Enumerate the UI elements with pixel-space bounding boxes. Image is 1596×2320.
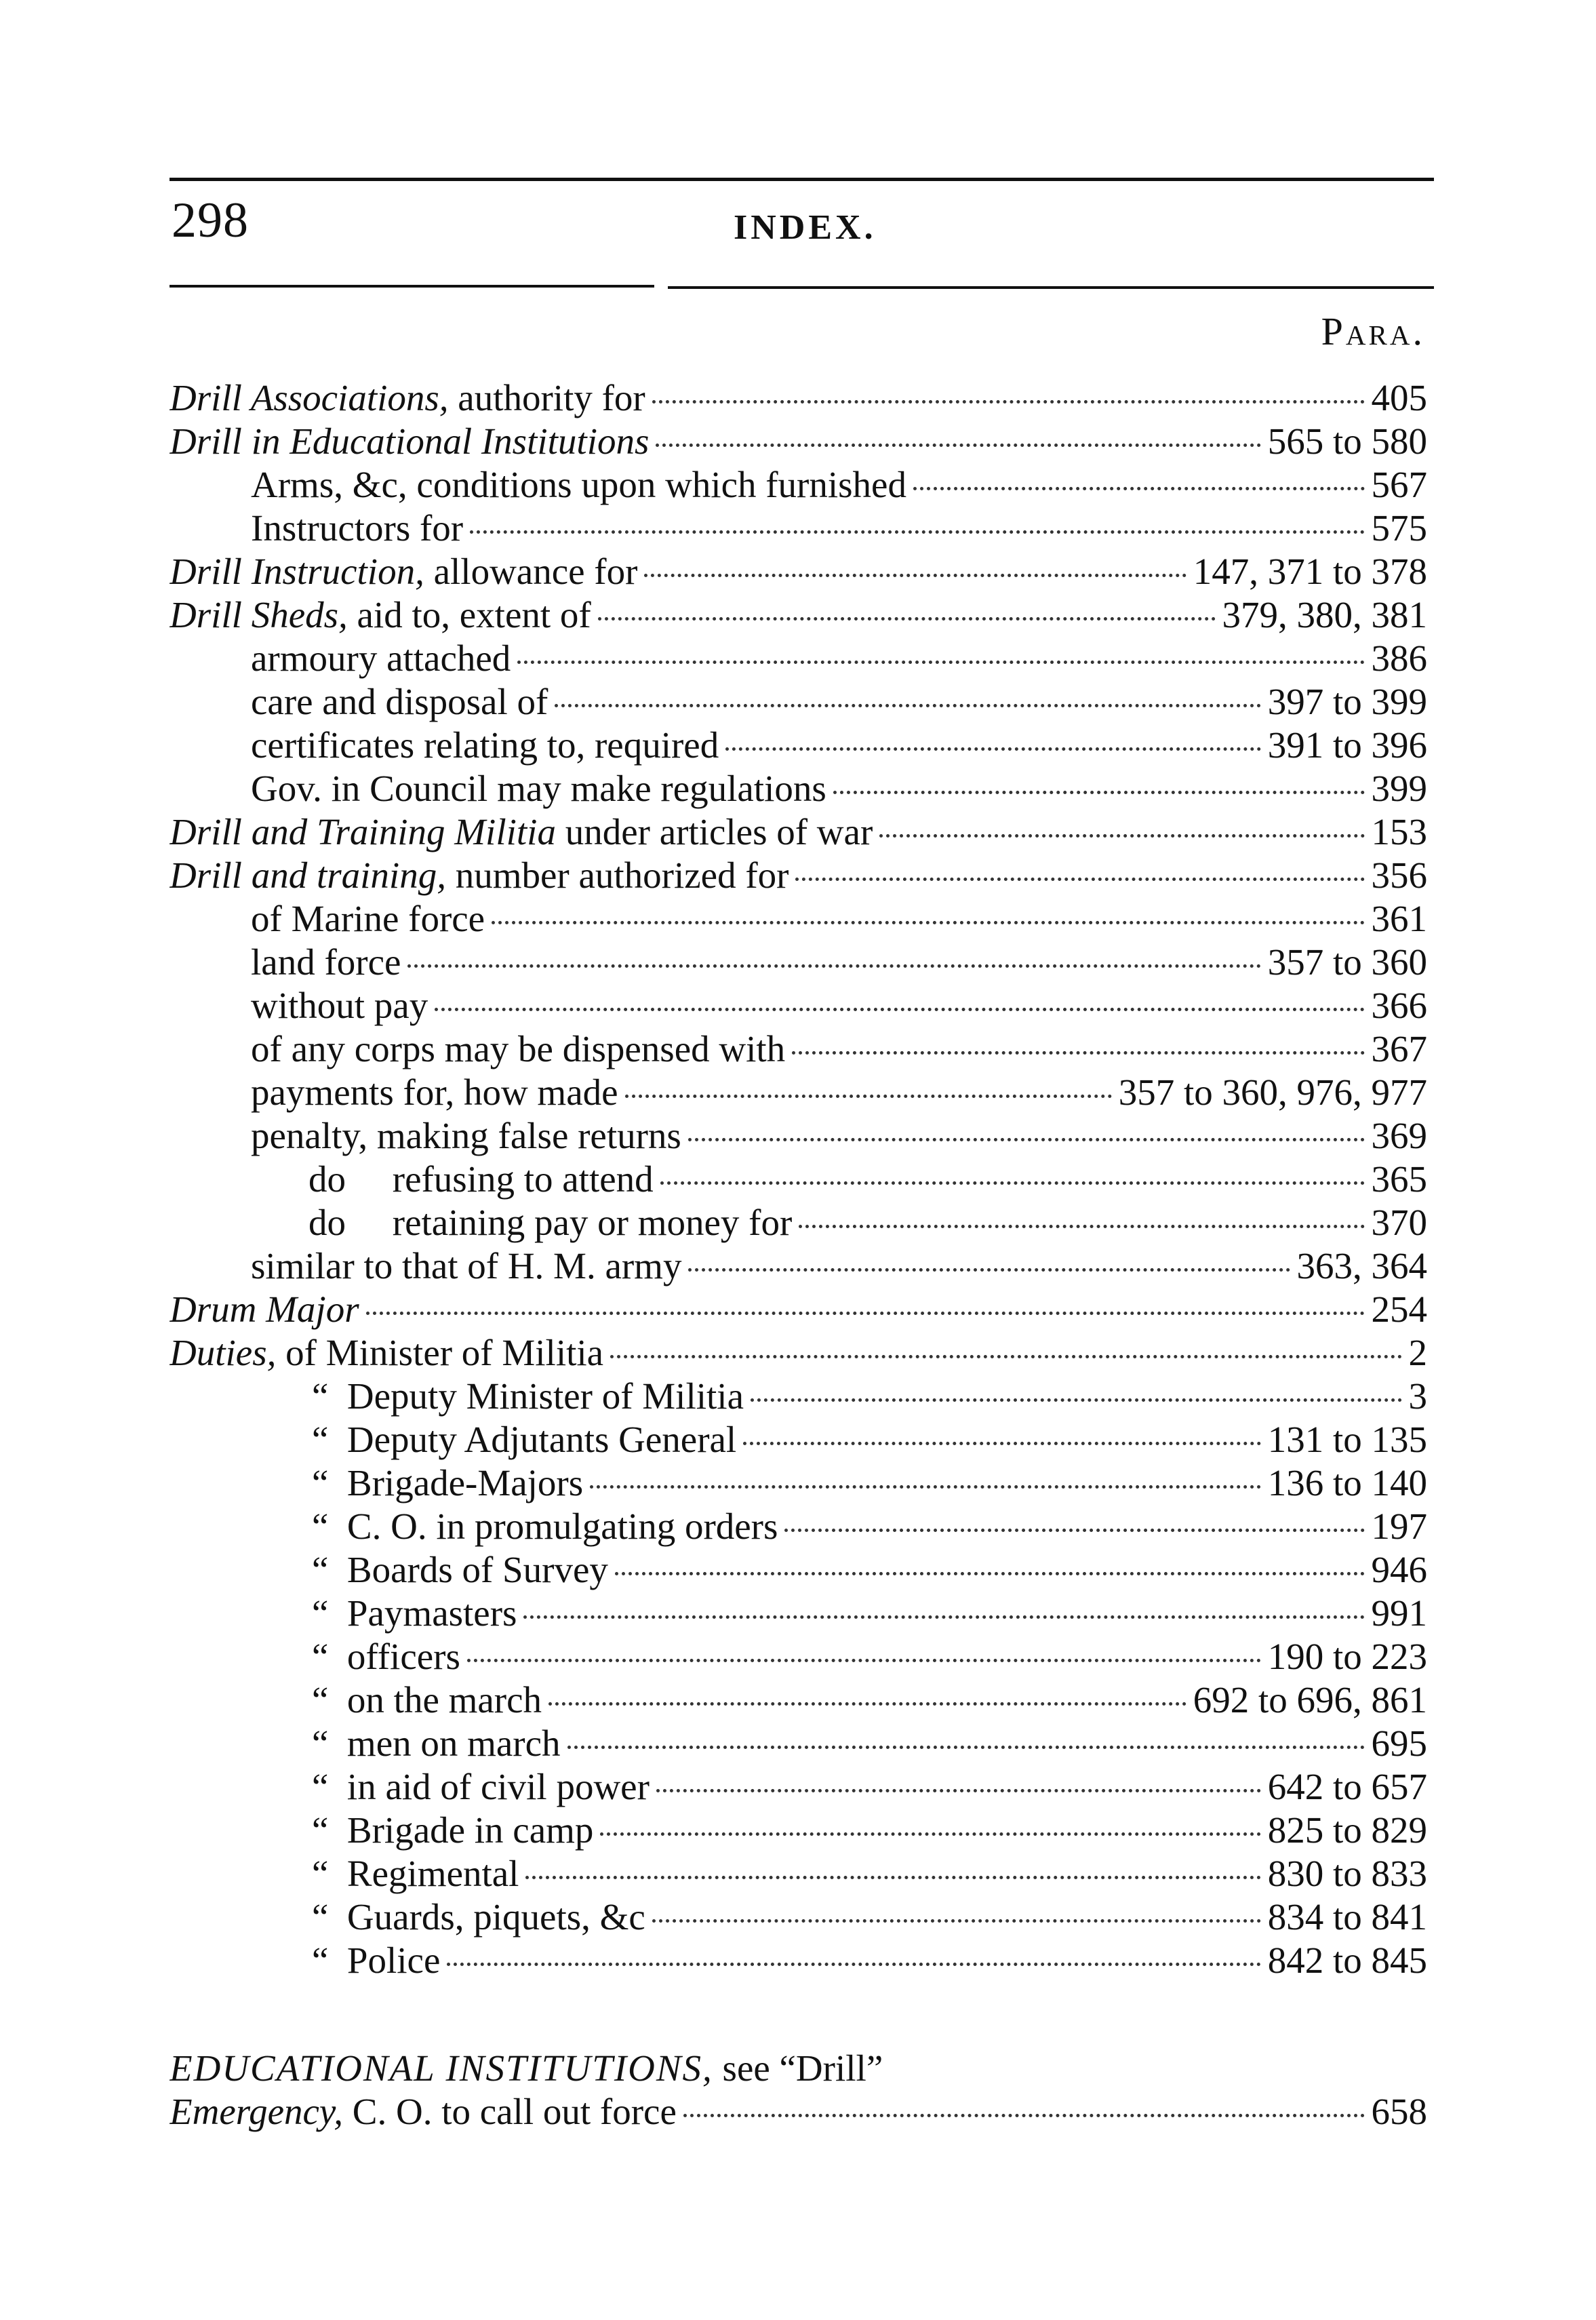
entry-ref: 379, 380, 381 xyxy=(1222,594,1427,635)
entry-ref: 575 xyxy=(1371,507,1427,549)
entry-ref: 567 xyxy=(1371,464,1427,505)
index-subentry xyxy=(169,680,1427,724)
entry-heading: Duties, xyxy=(169,1332,277,1373)
entry-ref: 405 xyxy=(1371,377,1427,418)
index-entry xyxy=(169,810,1427,854)
page-number: 298 xyxy=(172,193,249,248)
index-subentry-ditto xyxy=(169,1852,1427,1895)
index-subentry-ditto xyxy=(169,1809,1427,1852)
dot-leader xyxy=(725,747,1261,751)
index-subentry xyxy=(169,1071,1427,1114)
section-gap xyxy=(169,1982,1427,2047)
entry-text: see “Drill” xyxy=(713,2047,883,2089)
paragraph-column-label: Para. xyxy=(1321,309,1425,353)
dot-leader xyxy=(688,1138,1365,1141)
entry-text: “ Guards, piquets, &c xyxy=(312,1896,645,1938)
entry-ref: 399 xyxy=(1371,768,1427,809)
entry-ref: 386 xyxy=(1371,637,1427,679)
entry-heading: Emergency, xyxy=(169,2091,344,2132)
dot-leader xyxy=(799,1225,1364,1228)
index-subentry-ditto xyxy=(169,1418,1427,1461)
entry-text: land force xyxy=(251,941,401,983)
dot-leader xyxy=(683,2114,1365,2117)
entry-text: Gov. in Council may make regulations xyxy=(251,768,826,809)
entry-heading: EDUCATIONAL INSTITUTIONS, xyxy=(169,2047,713,2089)
dot-leader xyxy=(656,444,1260,447)
dot-leader xyxy=(652,400,1365,404)
dot-leader xyxy=(610,1355,1401,1358)
entry-text: similar to that of H. M. army xyxy=(251,1245,682,1286)
dot-leader xyxy=(644,574,1186,577)
dot-leader xyxy=(615,1572,1365,1575)
dot-leader xyxy=(833,791,1365,794)
entry-ref: 357 to 360, 976, 977 xyxy=(1118,1071,1427,1113)
index-subentry-ditto xyxy=(169,1939,1427,1982)
entry-ref: 825 to 829 xyxy=(1267,1809,1427,1851)
entry-ref: 254 xyxy=(1371,1289,1427,1330)
entry-ref: 147, 371 to 378 xyxy=(1193,551,1427,592)
entry-ref: 363, 364 xyxy=(1296,1245,1427,1286)
dot-leader xyxy=(470,530,1364,534)
entry-text: “ Boards of Survey xyxy=(312,1549,608,1590)
index-subentry-ditto xyxy=(169,1461,1427,1505)
dot-leader xyxy=(913,487,1365,490)
entry-text: “ Deputy Adjutants General xyxy=(312,1419,737,1460)
index-entry xyxy=(169,550,1427,593)
entry-ref: 356 xyxy=(1371,854,1427,896)
entry-text: “ in aid of civil power xyxy=(312,1766,650,1807)
entry-text: allowance for xyxy=(424,551,638,592)
entry-text: do retaining pay or money for xyxy=(308,1202,793,1243)
index-subentry xyxy=(169,724,1427,767)
dot-leader xyxy=(523,1615,1364,1619)
dot-leader xyxy=(784,1529,1364,1532)
entry-text: care and disposal of xyxy=(251,681,548,722)
index-subentry xyxy=(169,463,1427,507)
entry-ref: 136 to 140 xyxy=(1267,1462,1427,1503)
entry-ref: 3 xyxy=(1408,1375,1427,1417)
entry-text: under articles of war xyxy=(555,811,873,852)
entry-ref: 131 to 135 xyxy=(1267,1419,1427,1460)
entry-heading: Drill in Educational Institutions xyxy=(169,420,650,462)
entry-ref: 397 to 399 xyxy=(1267,681,1427,722)
index-entry xyxy=(169,2090,1427,2134)
entry-text: armoury attached xyxy=(251,637,511,679)
index-entry xyxy=(169,420,1427,463)
entry-text: penalty, making false returns xyxy=(251,1115,681,1156)
index-subentry xyxy=(169,1027,1427,1071)
dot-leader xyxy=(625,1095,1112,1098)
entry-text: “ officers xyxy=(312,1636,460,1677)
dot-leader xyxy=(656,1789,1261,1792)
entry-ref: 366 xyxy=(1371,985,1427,1026)
entry-ref: 391 to 396 xyxy=(1267,724,1427,766)
index-entry xyxy=(169,1331,1427,1375)
dot-leader xyxy=(600,1832,1260,1836)
header-top-rule xyxy=(169,178,1434,181)
index-subentry-ditto xyxy=(169,1635,1427,1678)
index-entries xyxy=(169,376,1427,2134)
page-title: INDEX. xyxy=(734,208,877,247)
entry-ref: 565 to 580 xyxy=(1267,420,1427,462)
dot-leader xyxy=(525,1876,1260,1879)
index-subentry xyxy=(169,637,1427,680)
entry-ref: 692 to 696, 861 xyxy=(1193,1679,1427,1721)
index-entry xyxy=(169,854,1427,897)
dot-leader xyxy=(567,1746,1365,1749)
index-entry xyxy=(169,376,1427,420)
entry-text: number authorized for xyxy=(445,854,789,896)
entry-ref: 642 to 657 xyxy=(1267,1766,1427,1807)
entry-ref: 370 xyxy=(1371,1202,1427,1243)
entry-text: payments for, how made xyxy=(251,1071,618,1113)
entry-text: Instructors for xyxy=(251,507,464,549)
entry-ref: 197 xyxy=(1371,1506,1427,1547)
index-subentry-ditto xyxy=(169,1201,1427,1244)
index-subentry xyxy=(169,984,1427,1027)
entry-text: without pay xyxy=(251,985,428,1026)
entry-ref: 658 xyxy=(1371,2091,1427,2132)
dot-leader xyxy=(751,1398,1402,1402)
dot-leader xyxy=(517,661,1364,664)
dot-leader xyxy=(435,1008,1364,1011)
entry-text: “ Brigade in camp xyxy=(312,1809,594,1851)
dot-leader xyxy=(792,1051,1364,1055)
index-subentry xyxy=(169,897,1427,941)
dot-leader xyxy=(795,878,1364,881)
cross-reference-entry xyxy=(169,2047,1427,2090)
entry-heading: Drill and Training Militia xyxy=(169,811,556,852)
entry-ref: 369 xyxy=(1371,1115,1427,1156)
entry-text: “ men on march xyxy=(312,1723,561,1764)
index-subentry xyxy=(169,767,1427,810)
entry-ref: 695 xyxy=(1371,1723,1427,1764)
entry-ref: 367 xyxy=(1371,1028,1427,1069)
index-subentry-ditto xyxy=(169,1158,1427,1201)
index-subentry-ditto xyxy=(169,1548,1427,1592)
header-bottom-rule-left xyxy=(169,285,654,288)
index-subentry-ditto xyxy=(169,1375,1427,1418)
entry-text: do refusing to attend xyxy=(308,1158,654,1200)
entry-text: of any corps may be dispensed with xyxy=(251,1028,786,1069)
entry-ref: 834 to 841 xyxy=(1267,1896,1427,1938)
entry-ref: 357 to 360 xyxy=(1267,941,1427,983)
entry-text: authority for xyxy=(448,377,645,418)
entry-ref: 365 xyxy=(1371,1158,1427,1200)
index-subentry xyxy=(169,941,1427,984)
dot-leader xyxy=(598,617,1216,621)
entry-text: of Minister of Militia xyxy=(276,1332,604,1373)
entry-ref: 991 xyxy=(1371,1592,1427,1634)
entry-text: Arms, &c, conditions upon which furnished xyxy=(251,464,906,505)
header-bottom-rule-right xyxy=(668,286,1434,289)
dot-leader xyxy=(688,1268,1290,1272)
entry-ref: 361 xyxy=(1371,898,1427,939)
index-entry xyxy=(169,593,1427,637)
entry-heading: Drill Sheds, xyxy=(169,594,348,635)
entry-text: “ Police xyxy=(312,1940,441,1981)
entry-text: aid to, extent of xyxy=(347,594,591,635)
entry-heading: Drill and training, xyxy=(169,854,446,896)
index-subentry-ditto xyxy=(169,1722,1427,1765)
dot-leader xyxy=(407,964,1260,968)
dot-leader xyxy=(660,1181,1365,1185)
dot-leader xyxy=(555,704,1260,707)
entry-text: “ on the march xyxy=(312,1679,542,1721)
entry-text: certificates relating to, required xyxy=(251,724,719,766)
dot-leader xyxy=(743,1442,1261,1445)
entry-text: of Marine force xyxy=(251,898,485,939)
entry-ref: 2 xyxy=(1408,1332,1427,1373)
entry-text: “ C. O. in promulgating orders xyxy=(312,1506,778,1547)
dot-leader xyxy=(879,834,1364,838)
entry-text: “ Paymasters xyxy=(312,1592,517,1634)
index-subentry-ditto xyxy=(169,1678,1427,1722)
dot-leader xyxy=(590,1485,1261,1489)
dot-leader xyxy=(447,1963,1260,1966)
entry-heading: Drill Associations, xyxy=(169,377,449,418)
entry-ref: 842 to 845 xyxy=(1267,1940,1427,1981)
entry-ref: 190 to 223 xyxy=(1267,1636,1427,1677)
index-subentry-ditto xyxy=(169,1505,1427,1548)
entry-ref: 946 xyxy=(1371,1549,1427,1590)
index-subentry-ditto xyxy=(169,1592,1427,1635)
index-entry xyxy=(169,1288,1427,1331)
entry-ref: 830 to 833 xyxy=(1267,1853,1427,1894)
entry-heading: Drum Major xyxy=(169,1289,359,1330)
entry-ref: 153 xyxy=(1371,811,1427,852)
dot-leader xyxy=(366,1312,1365,1315)
entry-heading: Drill Instruction, xyxy=(169,551,424,592)
dot-leader xyxy=(548,1702,1186,1706)
entry-text: “ Brigade-Majors xyxy=(312,1462,584,1503)
entry-text: C. O. to call out force xyxy=(343,2091,677,2132)
index-subentry xyxy=(169,1244,1427,1288)
dot-leader xyxy=(652,1919,1261,1923)
index-subentry-ditto xyxy=(169,1765,1427,1809)
index-subentry xyxy=(169,1114,1427,1158)
dot-leader xyxy=(492,921,1364,924)
index-subentry-ditto xyxy=(169,1895,1427,1939)
index-subentry xyxy=(169,507,1427,550)
entry-text: “ Regimental xyxy=(312,1853,519,1894)
entry-text: “ Deputy Minister of Militia xyxy=(312,1375,744,1417)
dot-leader xyxy=(467,1659,1261,1662)
